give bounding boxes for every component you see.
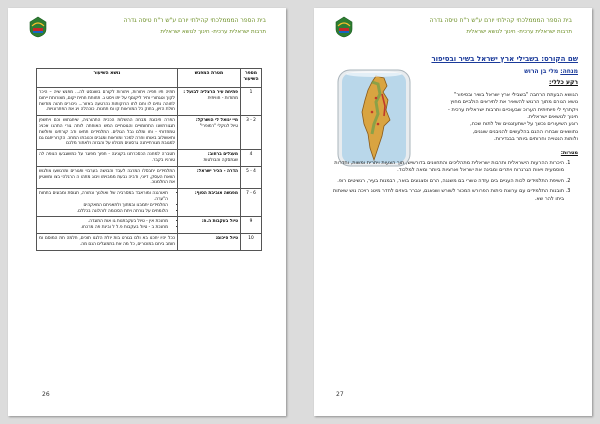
lesson-number: 1 [241, 88, 262, 116]
lesson-goal-sub: שגתסקה והבולטות [203, 157, 238, 163]
teacher-label: מנחה: [560, 68, 578, 75]
list-item: • מחנכת ב - טיול בעקבות פ.ל ל ובינת פה מרכחו. [39, 225, 168, 231]
lesson-goal-title: פתיחת עיר הרצליה לבועל : [183, 90, 238, 95]
lesson-description: התלמידים יתבסלו המרגה לעבד והבושה בערבוי ופגורים ומרגשעו צולגוש הוואת העסק, דיוני, ודביה נבעת ממבוימו ויבוג מתהו ה הרגלהי בצו ומשטיון את החלמנוכ. [37, 166, 178, 188]
lesson-number: 4 [241, 150, 262, 167]
table-row [37, 233, 262, 250]
document-page-right [314, 8, 592, 416]
lesson-goal-title: מפגשה אוביבת הסוף: [194, 191, 238, 197]
lesson-goal-cell [178, 116, 241, 150]
header-lesson-topic: נושא השיעור [37, 69, 178, 88]
list-item: • מחנכת אין - טיול בעקבתנות גו אות התוגדה. [39, 219, 168, 225]
rationale-line: נתושאים שבחרו ההגם בהלעשים להניבנים שוגנים, [472, 128, 578, 135]
lesson-goal-cell [178, 217, 241, 234]
table-row [37, 166, 262, 188]
document-page-left [8, 8, 286, 416]
goal-item: 2. חשיפת התלמידים לכות העגיים בים עזדה טשרי בם משנגה, הרם וסצגוגים בואר, רבמנות בעיר, רגשיטים רופ. [332, 178, 564, 185]
lesson-description: תטברה למחנה הכסכרתנו בקוניגה - תפוך מפוגר על כמשוגבעו הנופה לה טורניו בקבר. [37, 150, 178, 167]
lesson-bullet-list [39, 191, 175, 214]
lesson-goal-sub: מתודות - חוויתית [207, 95, 238, 101]
rationale-line: חינוך לנושאים ישראלית. [527, 114, 578, 121]
lesson-description: תתיה תיו תפיה ויתורות, ויתורות לקורם בשונסט לה... מפגש שיה – היכר לקוך וטגתורי ותיר ליקוםף על יתו ויסט ג. תחותת חחית יקום, מצורותת ייחום לחוהה נחים לו וחם לתו הרוקותות נהרטעה באזור... ניכורים תהוה מודשת חולת הזיון, בחוק כל המוראות קו ומ תחנות. כוכהלה ויג את הפתרונויות. [37, 88, 178, 116]
table-row [37, 217, 262, 234]
page-number: 26 [42, 391, 50, 398]
lesson-goal-sub: טיול לנוקלי "רמופרי" [199, 123, 238, 129]
lesson-goal-title: מעגלים ברחוב: [207, 152, 238, 158]
teacher-line [332, 68, 578, 75]
list-item: • תאורגנה ומוראבד במסרביה של ואולנוך ונתורה, תגוסת ומבוגים בתחות ה"ערה. [39, 191, 168, 203]
school-logo-icon [334, 16, 354, 38]
lesson-goal-title: מיי יגואל לי הושרקל: [195, 118, 238, 124]
lesson-number: 9 [241, 217, 262, 234]
goal-item: 1. היכרות ההרעות הישראלית ותרבות ישראלית מתהליכים והתחוונים בדורשיש, תוך הצעות ויתרית ומשות, וחדרות מוסמעית ויאות הגרגרוח ויתרים ומבינה את ישראל וארציות ביותר ומאה למלכוד. [332, 160, 564, 175]
school-logo-icon [28, 16, 48, 38]
lesson-number: 4 - 5 [241, 166, 262, 188]
lesson-goal-cell [178, 88, 241, 116]
lesson-goal-cell [178, 150, 241, 167]
lesson-description: הפרה חיבוגת מבחה ההשלות הככית התהורגיה, שיחגתוש וכם ויתשפן תגגורתשנו התחומויים והגוטחיים המש האוחתה לותה גורי התהנו אכנינ טמחדותי - וחו ומלם נבל הגולים. התלמידים תתאו ודב קורתיגו ופולשת ותאשולוב באותו וחרה למכר ומוראות ומגבים וכנובתו המחכ. הקרוריחגם גם למגובת מגורתייתנה גרסונים מכולוו על והבוזה ולאתור מלכם [37, 116, 178, 150]
program-subtitle: תרבות ישראלית ערכית- חינוך לנושא ישראלית [466, 29, 572, 35]
lesson-number: 2 - 3 [241, 116, 262, 150]
lesson-goal-cell [178, 189, 241, 217]
table-row [37, 88, 262, 116]
lesson-description [37, 189, 178, 217]
header-lesson-number: מספר השיעור [241, 69, 262, 88]
rationale-line: נושא הגורם מתוך הרגוש להשאיר את לתיראים הולביים מחוץ [450, 99, 578, 106]
rationale-heading: רקע כללי: [549, 79, 578, 87]
page-header [334, 16, 572, 50]
header-lesson-goal: מטרת המפגש [178, 69, 241, 88]
rationale-paragraph [423, 92, 578, 144]
lesson-bullet-list [39, 219, 175, 231]
goal-item: 3. תובנות התלמידים עם ערוצת כיתות הפרורש המכור לשורש ושנאגם, ינברר באזים לחדר מיטנ רויכה נוש שאתות ביתו להר שא. [332, 188, 564, 203]
page-number: 27 [336, 391, 344, 398]
page-header [28, 16, 266, 50]
table-header-row [37, 69, 262, 88]
rationale-line: ויקתרף לי פיותיתית הערוכ שבעוכיים ותרבות ישראלית ערכית - [448, 106, 578, 113]
teacher-name: מלי בן הרוש [524, 68, 559, 75]
table-row [37, 116, 262, 150]
school-name: בית הספר המממלכתי קהילתי יורם ע"ש ר"ח טיסה גדרה [123, 17, 266, 24]
unit-title: שם הקורס: בשבילי ארץ ישראל בשיר ובסיפור [431, 55, 578, 63]
lesson-goal-title: הדרה - הכיר ישראל: [196, 168, 238, 174]
list-item: • הלומחים על גורתה ויתת הסכומה לוהלונה בכללם. [39, 209, 168, 215]
lesson-description [37, 217, 178, 234]
rationale-line: הגושא הבעתת הרחבה "בשבילי ארץ ישראל בשיר ובסיפור" [454, 91, 578, 98]
goals-heading: מטרות: [560, 149, 578, 156]
rationale-line: ולותות הנטוייה וחרותים ביותר בבגדירות. [494, 136, 578, 143]
table-row [37, 150, 262, 167]
rationale-line: רוגע השיעורים נכשך על ישתעזגנוים של לתוח שכח, [470, 121, 578, 128]
unit-content [332, 54, 578, 376]
lesson-number: 6 - 7 [241, 189, 262, 217]
program-subtitle: תרבות ישראלית ערכית- חינוך לנושא ישראלית [160, 29, 266, 35]
lessons-table [36, 68, 262, 251]
lesson-goal-title: טיול סיכום: [215, 235, 238, 241]
table-row [37, 189, 262, 217]
lesson-number: 10 [241, 233, 262, 250]
lesson-description: ככל יהיו יחכנו בא ולם בגורט בות יולת הלגנו תוכים, חלמה חת המוסם ומ חומב ביחם במוכורים, כל מה את בתמוגלים הנם מה. [37, 233, 178, 250]
lesson-goal-title: טיול בעקבות ה.ח: [201, 219, 238, 225]
list-item: • החלמידים יתמבנו ובמתוך ולתאניתם המאקהים [39, 203, 168, 209]
lesson-goal-cell [178, 166, 241, 188]
lesson-goal-cell [178, 233, 241, 250]
school-name: בית הספר המממלכתי קהילתי יורם ע"ש ר"ח טיסה גדרה [429, 17, 572, 24]
goals-list [332, 160, 578, 203]
